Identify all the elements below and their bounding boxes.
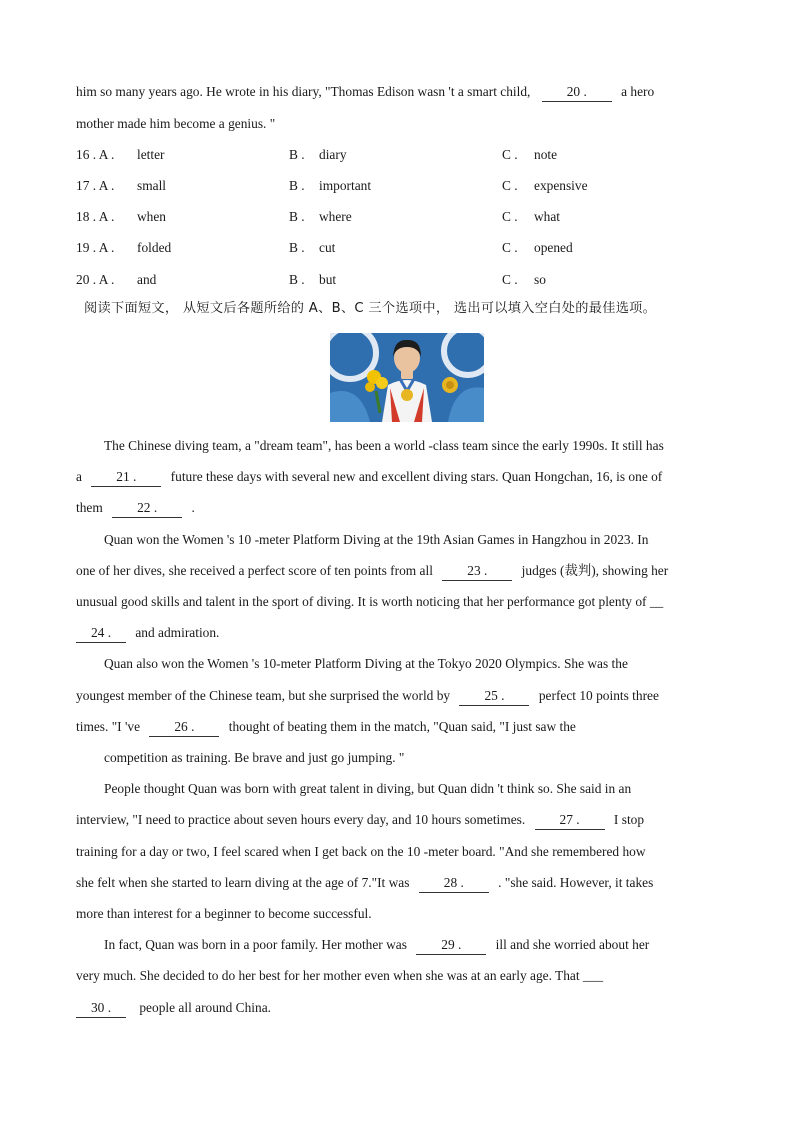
option-row-17 <box>76 177 716 195</box>
option-a: folded <box>137 240 172 255</box>
question-number: 18 . A . <box>76 209 115 224</box>
intro-line-2: mother made him become a genius. " <box>76 116 276 131</box>
text: she felt when she started to learn diving at the age of 7."It was <box>76 875 410 890</box>
p1-line-1: The Chinese diving team, a "dream team", has been a world -class team since the early 1990s. It still has <box>104 438 664 453</box>
section-instruction: 阅读下面短文， 从短文后各题所给的 A、B、C 三个选项中， 选出可以填入空白处的最佳选项。 <box>84 301 657 316</box>
text: them <box>76 500 103 515</box>
option-c-label: C . <box>502 240 518 255</box>
diver-photo <box>330 333 484 422</box>
p5-line-2: very much. She decided to do her best for her mother even when she was at an early age. That ___ <box>76 968 604 983</box>
option-a: letter <box>137 147 165 162</box>
option-c: what <box>534 209 561 224</box>
option-b: diary <box>319 147 347 162</box>
blank-24: 24 . <box>76 624 126 643</box>
p4-line-4 <box>76 874 653 893</box>
option-c: expensive <box>534 178 588 193</box>
p2-line-4 <box>76 624 219 643</box>
option-a: when <box>137 209 167 224</box>
option-c-label: C . <box>502 178 518 193</box>
option-a: and <box>137 272 157 287</box>
text: times. "I 've <box>76 719 141 734</box>
text: ill and she worried about her <box>495 937 650 952</box>
p2-line-1: Quan won the Women 's 10 -meter Platform Diving at the 19th Asian Games in Hangzhou in 2023. In <box>104 532 649 547</box>
text: judges (裁判), showing her <box>521 563 669 578</box>
blank-26: 26 . <box>149 718 219 737</box>
text: interview, "I need to practice about seven hours every day, and 10 hours sometimes. <box>76 812 526 827</box>
question-number: 17 . A . <box>76 178 115 193</box>
text: In fact, Quan was born in a poor family. Her mother was <box>104 937 407 952</box>
question-number: 20 . A . <box>76 272 115 287</box>
text: thought of beating them in the match, "Quan said, "I just saw the <box>228 719 576 734</box>
text: and admiration. <box>135 625 220 640</box>
option-b: but <box>319 272 337 287</box>
blank-20: 20 . <box>542 83 612 102</box>
text: a <box>76 469 82 484</box>
option-b: cut <box>319 240 336 255</box>
p2-line-3: unusual good skills and talent in the sport of diving. It is worth noticing that her performance got plenty of __ <box>76 594 664 609</box>
p1-line-3 <box>76 499 195 518</box>
option-c: note <box>534 147 558 162</box>
option-a: small <box>137 178 167 193</box>
option-b-label: B . <box>289 272 305 287</box>
text: I stop <box>613 812 645 827</box>
p5-line-3 <box>76 999 271 1018</box>
p5-line-1 <box>104 936 649 955</box>
blank-29: 29 . <box>416 936 486 955</box>
option-row-18 <box>76 208 716 226</box>
option-c-label: C . <box>502 147 518 162</box>
option-row-20 <box>76 271 716 289</box>
intro-line-1 <box>76 83 654 102</box>
text: him so many years ago. He wrote in his diary, "Thomas Edison wasn 't a smart child, <box>76 84 531 99</box>
text: perfect 10 points three <box>538 688 659 703</box>
p4-line-2 <box>76 811 644 830</box>
text: . <box>191 500 195 515</box>
option-b-label: B . <box>289 240 305 255</box>
p4-line-3: training for a day or two, I feel scared when I get back on the 10 -meter board. "And she remembered how <box>76 844 646 859</box>
blank-23: 23 . <box>442 562 512 581</box>
text: people all around China. <box>139 1000 271 1015</box>
option-b: important <box>319 178 372 193</box>
diver-illustration <box>330 333 484 422</box>
p3-line-3 <box>76 718 576 737</box>
blank-30: 30 . <box>76 999 126 1018</box>
p4-line-5: more than interest for a beginner to become successful. <box>76 906 372 921</box>
blank-25: 25 . <box>459 687 529 706</box>
option-row-16 <box>76 146 716 164</box>
text: a hero <box>621 84 655 99</box>
text: . "she said. However, it takes <box>498 875 654 890</box>
p4-line-1: People thought Quan was born with great talent in diving, but Quan didn 't think so. She said in an <box>104 781 632 796</box>
blank-21: 21 . <box>91 468 161 487</box>
text: one of her dives, she received a perfect score of ten points from all <box>76 563 433 578</box>
blank-28: 28 . <box>419 874 489 893</box>
text: youngest member of the Chinese team, but she surprised the world by <box>76 688 451 703</box>
option-c-label: C . <box>502 209 518 224</box>
p2-line-2 <box>76 562 668 581</box>
p1-line-2 <box>76 468 662 487</box>
p3-line-2 <box>76 687 659 706</box>
blank-27: 27 . <box>535 811 605 830</box>
blank-22: 22 . <box>112 499 182 518</box>
question-number: 16 . A . <box>76 147 115 162</box>
option-b: where <box>319 209 352 224</box>
option-b-label: B . <box>289 178 305 193</box>
option-row-19 <box>76 239 716 257</box>
option-c: opened <box>534 240 573 255</box>
option-c: so <box>534 272 546 287</box>
p3-line-4: competition as training. Be brave and just go jumping. " <box>104 750 405 765</box>
text: future these days with several new and excellent diving stars. Quan Hongchan, 16, is one of <box>170 469 663 484</box>
option-c-label: C . <box>502 272 518 287</box>
question-number: 19 . A . <box>76 240 115 255</box>
p3-line-1: Quan also won the Women 's 10-meter Platform Diving at the Tokyo 2020 Olympics. She was the <box>104 656 628 671</box>
option-b-label: B . <box>289 209 305 224</box>
option-b-label: B . <box>289 147 305 162</box>
